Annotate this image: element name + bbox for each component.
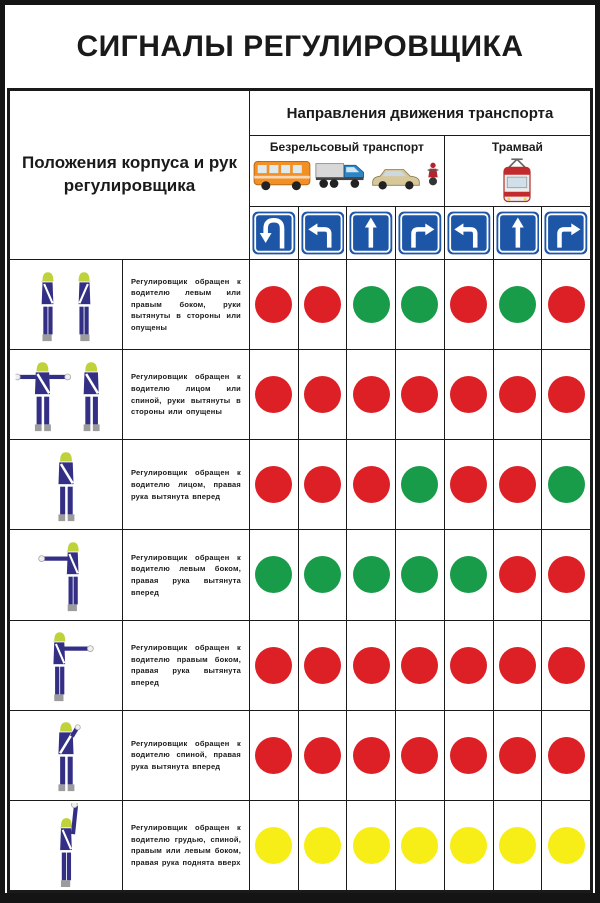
trackless-vehicle-icons xyxy=(253,156,441,192)
signal-dot-red xyxy=(499,376,536,413)
signal-dot-red xyxy=(304,737,341,774)
signal-dot-red xyxy=(548,737,585,774)
signal-cell xyxy=(347,350,395,439)
poster-title: СИГНАЛЫ РЕГУЛИРОВЩИКА xyxy=(76,29,524,63)
straight-arrow-icon xyxy=(496,210,540,256)
right-arrow-icon xyxy=(544,210,588,256)
straight-arrow-icon xyxy=(349,210,393,256)
signal-dot-green xyxy=(353,286,390,323)
signal-dot-red xyxy=(499,737,536,774)
controller-figure-right-side-right-arm-forward xyxy=(10,621,122,710)
group-trackless-label: Безрельсовый транспорт xyxy=(269,140,424,154)
signal-cell xyxy=(542,440,590,529)
pose-side-both-arms-down-icon xyxy=(12,263,120,347)
signal-dot-green xyxy=(353,556,390,593)
row-description: Регулировщик обращен к водителю спиной, правая рука вытянута вперед xyxy=(131,738,241,772)
signal-cell xyxy=(396,260,444,349)
u-turn-arrow-icon xyxy=(252,210,296,256)
signal-cell xyxy=(494,350,542,439)
poster-inner xyxy=(5,5,595,893)
signal-cell xyxy=(445,530,493,619)
signal-dot-red xyxy=(450,286,487,323)
signal-dot-red xyxy=(499,647,536,684)
signal-dot-red xyxy=(450,647,487,684)
signal-cell xyxy=(396,801,444,890)
controller-figure-side-both-arms-down xyxy=(10,260,122,349)
signal-cell xyxy=(299,530,347,619)
signal-dot-red xyxy=(304,647,341,684)
signal-dot-green xyxy=(499,286,536,323)
signal-cell xyxy=(299,621,347,710)
pose-back-right-arm-forward-icon xyxy=(12,713,120,797)
controller-figure-front-or-back-arms-out xyxy=(10,350,122,439)
signal-dot-red xyxy=(353,737,390,774)
row-description: Регулировщик обращен к водителю грудью, спиной, правым или левым боком, правая рука поднята вверх xyxy=(131,823,241,868)
signal-dot-red xyxy=(304,466,341,503)
signal-cell xyxy=(347,801,395,890)
signal-dot-red xyxy=(401,376,438,413)
signal-dot-green xyxy=(401,466,438,503)
signal-dot-red xyxy=(255,376,292,413)
signal-dot-red xyxy=(255,647,292,684)
signal-dot-green xyxy=(401,556,438,593)
corner-header-cell xyxy=(10,91,249,259)
controller-figure-left-side-right-arm-forward xyxy=(10,530,122,619)
signal-cell xyxy=(299,260,347,349)
signal-cell xyxy=(494,530,542,619)
row-description-cell xyxy=(123,260,249,349)
signal-cell xyxy=(445,801,493,890)
signal-dot-red xyxy=(450,376,487,413)
title-band xyxy=(5,5,595,88)
signal-cell xyxy=(299,801,347,890)
signal-cell xyxy=(250,260,298,349)
pose-front-or-back-arms-out-icon xyxy=(12,353,120,437)
signal-cell xyxy=(347,260,395,349)
directions-header-cell xyxy=(250,91,590,135)
pose-left-side-right-arm-forward-icon xyxy=(12,533,120,617)
row-description: Регулировщик обращен к водителю лицом или спиной, руки вытянуты в стороны или опущены xyxy=(131,372,241,417)
signal-dot-red xyxy=(353,376,390,413)
signal-cell xyxy=(299,711,347,800)
signal-dot-red xyxy=(548,647,585,684)
signal-dot-yellow xyxy=(255,827,292,864)
signal-dot-red xyxy=(548,376,585,413)
left-arrow-icon xyxy=(447,210,491,256)
signals-table xyxy=(7,88,593,893)
group-tram-label: Трамвай xyxy=(491,140,543,154)
signal-dot-red xyxy=(255,466,292,503)
row-description: Регулировщик обращен к водителю правым боком, правая рука вытянута вперед xyxy=(131,642,241,687)
signal-dot-red xyxy=(401,737,438,774)
signal-dot-red xyxy=(255,737,292,774)
left-arrow-icon xyxy=(301,210,345,256)
tram-icon xyxy=(493,156,541,206)
signal-dot-yellow xyxy=(401,827,438,864)
car-icon xyxy=(371,162,421,192)
signal-dot-yellow xyxy=(304,827,341,864)
signal-dot-red xyxy=(353,466,390,503)
signal-cell xyxy=(250,350,298,439)
controller-figure-right-arm-raised-up xyxy=(10,801,122,890)
signal-cell xyxy=(396,621,444,710)
bus-icon xyxy=(253,156,311,192)
signal-cell xyxy=(299,440,347,529)
row-description-cell xyxy=(123,801,249,890)
direction-sign-straight xyxy=(347,207,395,259)
signal-dot-green xyxy=(255,556,292,593)
signal-cell xyxy=(347,621,395,710)
direction-sign-straight xyxy=(494,207,542,259)
truck-icon xyxy=(315,156,367,192)
right-arrow-icon xyxy=(398,210,442,256)
row-description-cell xyxy=(123,711,249,800)
signal-cell xyxy=(250,711,298,800)
signal-cell xyxy=(445,711,493,800)
corner-header-label: Положения корпуса и рук регулировщика xyxy=(21,153,238,195)
signal-dot-red xyxy=(304,286,341,323)
signal-dot-red xyxy=(401,647,438,684)
pose-right-arm-raised-up-icon xyxy=(12,803,120,887)
signal-cell xyxy=(396,440,444,529)
row-description: Регулировщик обращен к водителю левым или правым боком, руки вытянуты в стороны или опущены xyxy=(131,276,241,332)
signal-cell xyxy=(494,260,542,349)
signal-cell xyxy=(250,440,298,529)
signal-dot-green xyxy=(450,556,487,593)
group-trackless-cell xyxy=(250,136,444,206)
signal-cell xyxy=(542,621,590,710)
row-description: Регулировщик обращен к водителю лицом, правая рука вытянута вперед xyxy=(131,468,241,501)
signal-dot-red xyxy=(304,376,341,413)
signal-cell xyxy=(299,350,347,439)
signal-dot-green xyxy=(548,466,585,503)
signal-cell xyxy=(542,801,590,890)
direction-sign-right xyxy=(542,207,590,259)
row-description-cell xyxy=(123,530,249,619)
signal-cell xyxy=(542,260,590,349)
signal-dot-red xyxy=(353,647,390,684)
signal-dot-yellow xyxy=(450,827,487,864)
signal-cell xyxy=(250,801,298,890)
controller-figure-back-right-arm-forward xyxy=(10,711,122,800)
signal-cell xyxy=(396,530,444,619)
signal-cell xyxy=(445,440,493,529)
signal-dot-red xyxy=(499,556,536,593)
row-description-cell xyxy=(123,621,249,710)
signal-dot-red xyxy=(450,737,487,774)
signal-cell xyxy=(542,530,590,619)
signal-dot-green xyxy=(304,556,341,593)
signal-cell xyxy=(347,530,395,619)
signal-cell xyxy=(494,711,542,800)
signal-dot-red xyxy=(499,466,536,503)
group-tram-cell xyxy=(445,136,590,206)
signal-cell xyxy=(445,260,493,349)
signal-dot-green xyxy=(401,286,438,323)
signal-cell xyxy=(445,621,493,710)
row-description-cell xyxy=(123,350,249,439)
direction-sign-right xyxy=(396,207,444,259)
pose-right-side-right-arm-forward-icon xyxy=(12,623,120,707)
signal-cell xyxy=(347,711,395,800)
signal-dot-red xyxy=(255,286,292,323)
signal-dot-yellow xyxy=(499,827,536,864)
row-description: Регулировщик обращен к водителю левым боком, правая рука вытянута вперед xyxy=(131,552,241,597)
signal-cell xyxy=(542,711,590,800)
signal-dot-red xyxy=(548,556,585,593)
signal-cell xyxy=(396,711,444,800)
signal-cell xyxy=(250,530,298,619)
controller-figure-front-right-arm-forward xyxy=(10,440,122,529)
signal-cell xyxy=(542,350,590,439)
signal-cell xyxy=(396,350,444,439)
pose-front-right-arm-forward-icon xyxy=(12,443,120,527)
signal-dot-red xyxy=(450,466,487,503)
direction-sign-left xyxy=(299,207,347,259)
signal-cell xyxy=(494,801,542,890)
signal-cell xyxy=(250,621,298,710)
direction-sign-u-turn xyxy=(250,207,298,259)
direction-sign-left xyxy=(445,207,493,259)
row-description-cell xyxy=(123,440,249,529)
signal-cell xyxy=(347,440,395,529)
directions-header-label: Направления движения транспорта xyxy=(286,104,554,122)
signal-dot-red xyxy=(548,286,585,323)
motorcycle-icon xyxy=(425,156,441,192)
signal-dot-yellow xyxy=(548,827,585,864)
signal-dot-yellow xyxy=(353,827,390,864)
signal-cell xyxy=(494,440,542,529)
tram-vehicle-icons xyxy=(493,156,541,206)
signal-cell xyxy=(494,621,542,710)
signal-cell xyxy=(445,350,493,439)
